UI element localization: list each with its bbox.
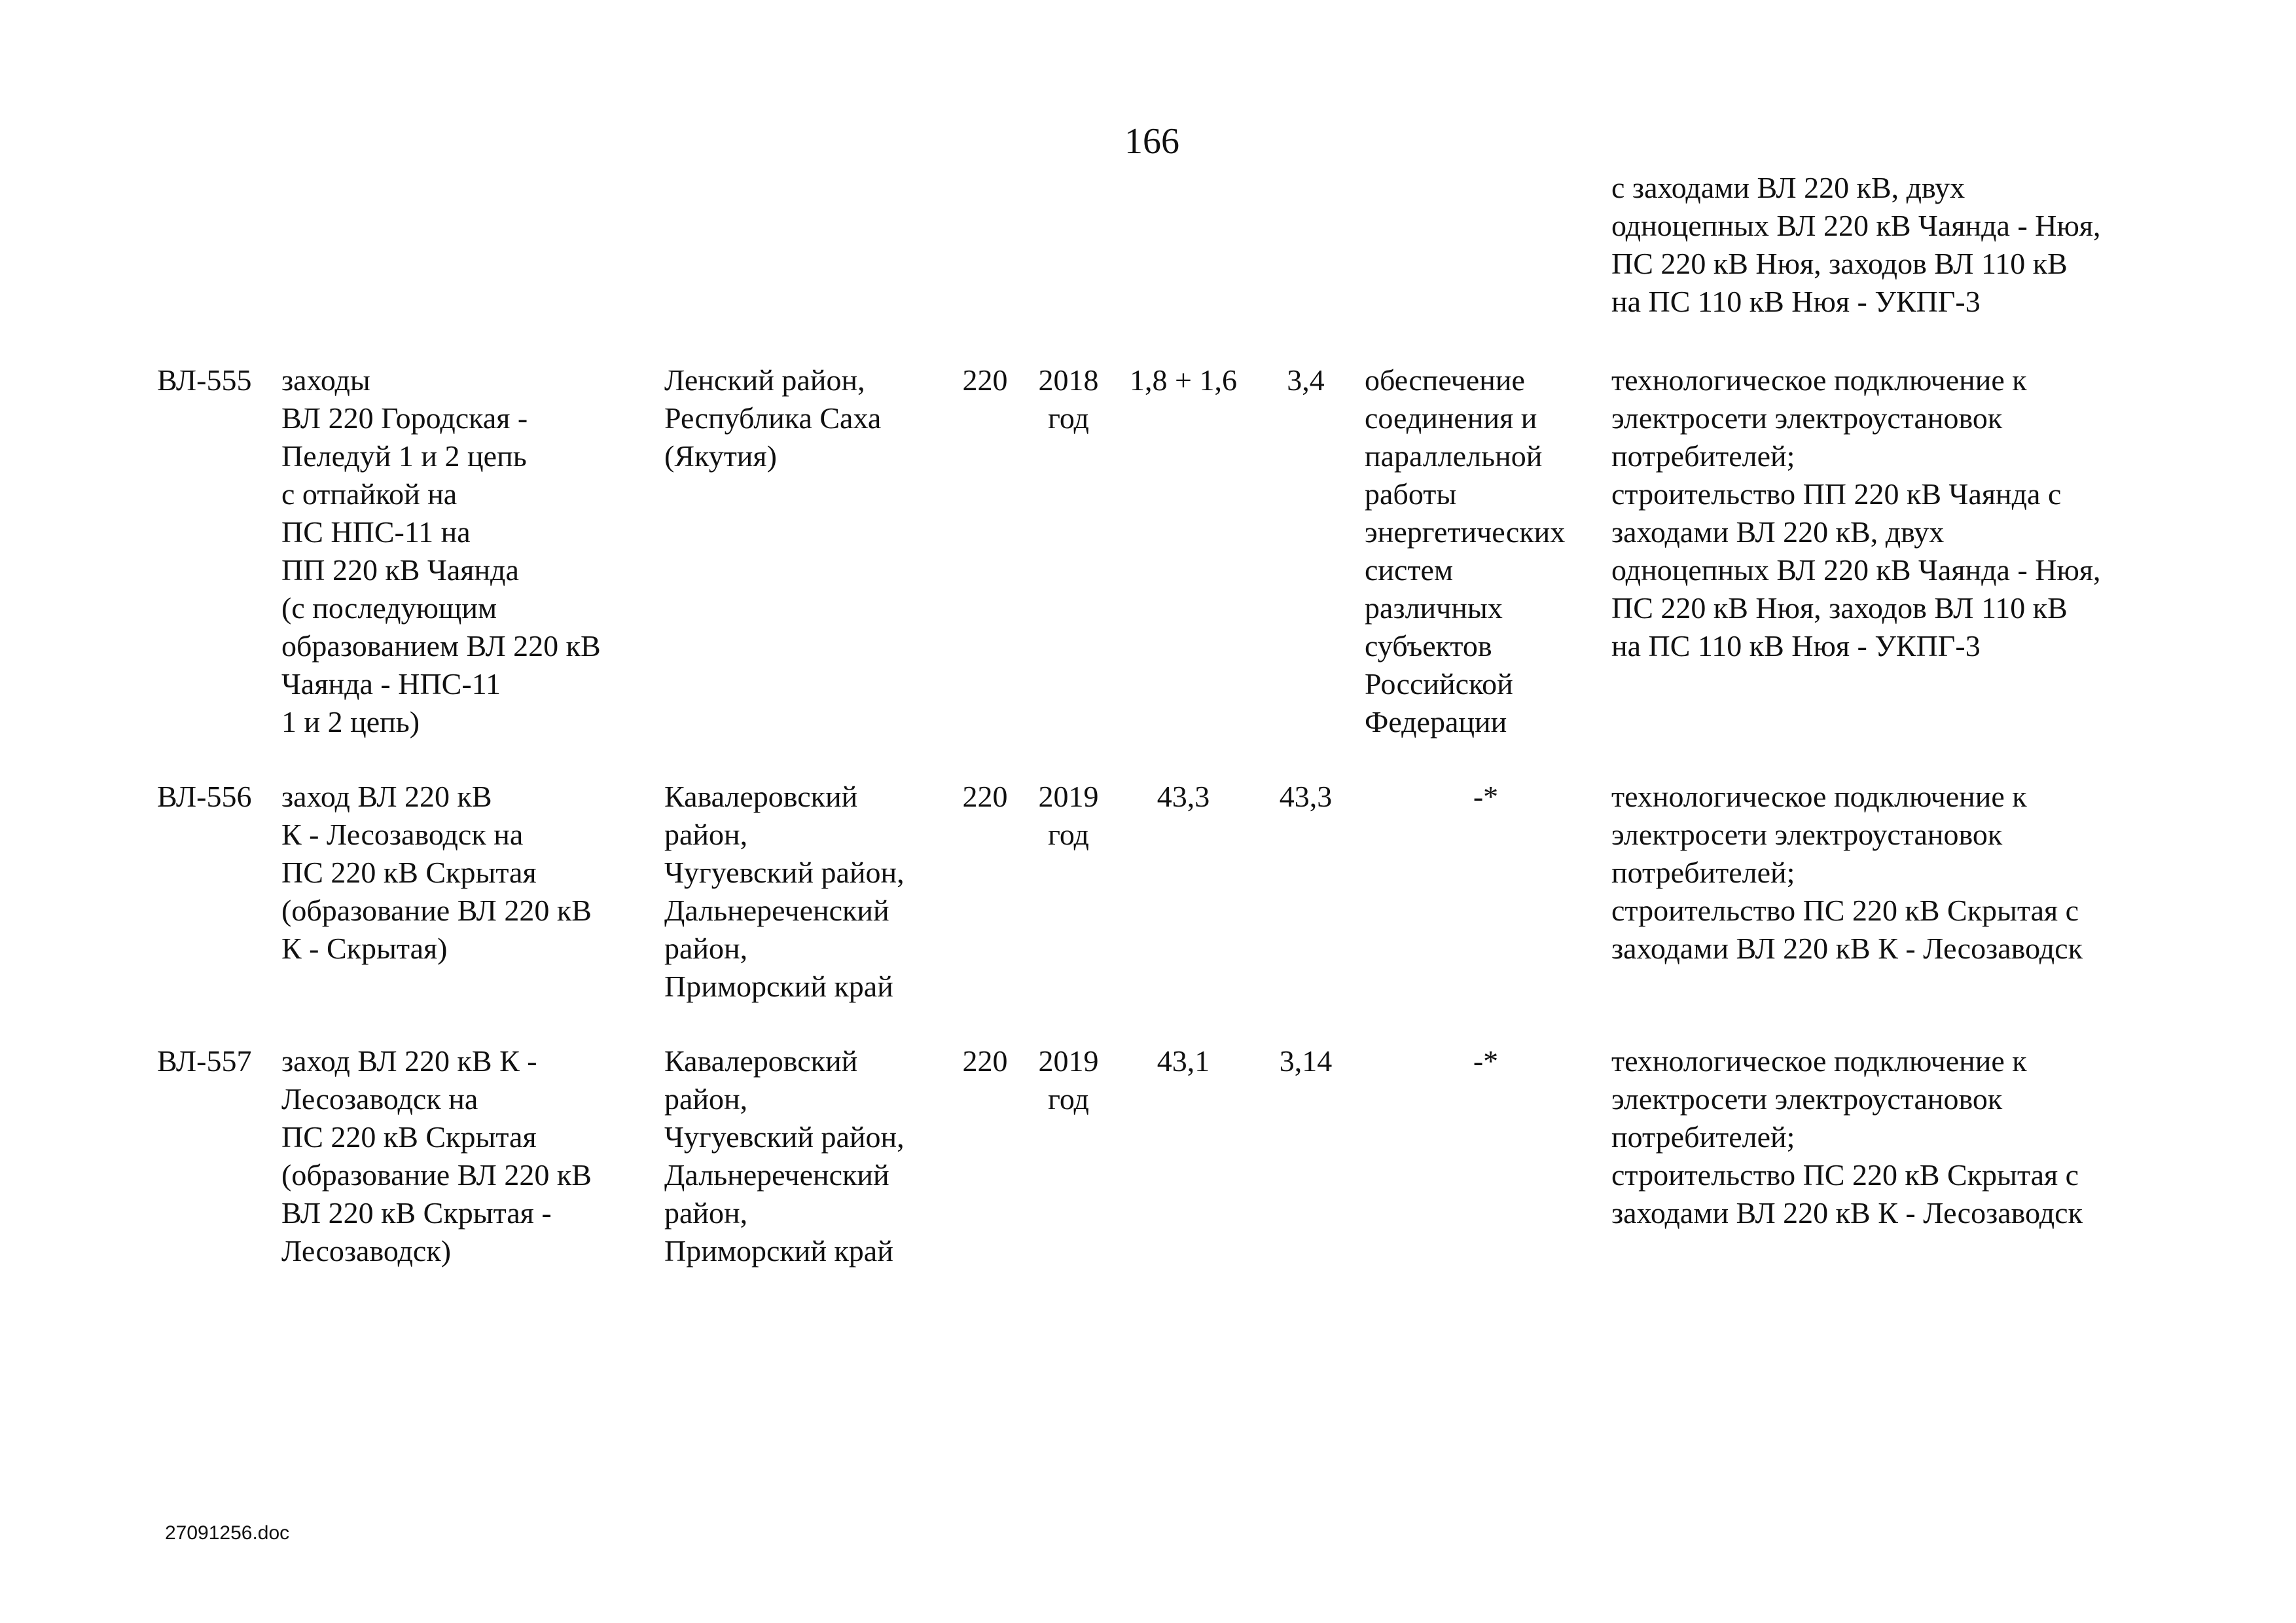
line-total: 3,14 (1279, 1044, 1333, 1078)
continuation-text: с заходами ВЛ 220 кВ, двух одноцепных ВЛ 220 кВ Чаянда - Нюя, ПС 220 кВ Нюя, заходов ВЛ 110 кВ на ПС 110 кВ Нюя - УКПГ-3 (1611, 171, 2101, 318)
line-length: 43,1 (1157, 1044, 1210, 1078)
line-voltage: 220 (962, 363, 1008, 397)
page-number: 166 (1124, 121, 1179, 162)
line-note: технологическое подключение к электросети электроустановок потребителей; строительство ПС 220 кВ Скрытая с заходами ВЛ 220 кВ К - Лесозаводск (1611, 1044, 2083, 1230)
line-name: заход ВЛ 220 кВ К - Лесозаводск на ПС 220 кВ Скрытая (образование ВЛ 220 кВ К - Скрытая) (281, 780, 592, 965)
line-total: 43,3 (1279, 780, 1333, 813)
line-purpose: -* (1473, 780, 1499, 813)
line-id: ВЛ-557 (157, 1044, 252, 1078)
footer-doc-code: 27091256.doc (165, 1522, 290, 1544)
line-length: 1,8 + 1,6 (1130, 363, 1237, 397)
line-year: 2018 год (1038, 363, 1099, 435)
line-region: Кавалеровский район, Чугуевский район, Дальнереченский район, Приморский край (664, 1044, 905, 1267)
line-voltage: 220 (962, 780, 1008, 813)
line-region: Ленский район, Республика Саха (Якутия) (664, 363, 882, 473)
line-id: ВЛ-555 (157, 363, 252, 397)
line-voltage: 220 (962, 1044, 1008, 1078)
line-purpose: -* (1473, 1044, 1499, 1078)
line-region: Кавалеровский район, Чугуевский район, Дальнереченский район, Приморский край (664, 780, 905, 1003)
line-year: 2019 год (1038, 1044, 1099, 1116)
line-purpose: обеспечение соединения и параллельной работы энергетических систем различных субъектов Российской Федерации (1365, 363, 1566, 739)
line-name: заходы ВЛ 220 Городская - Пеледуй 1 и 2 цепь с отпайкой на ПС НПС-11 на ПП 220 кВ Чаянда (с последующим образованием ВЛ 220 кВ Чаянда - НПС-11 1 и 2 цепь) (281, 363, 601, 739)
line-year: 2019 год (1038, 780, 1099, 851)
line-name: заход ВЛ 220 кВ К - Лесозаводск на ПС 220 кВ Скрытая (образование ВЛ 220 кВ ВЛ 220 кВ Скрытая - Лесозаводск) (281, 1044, 592, 1267)
line-id: ВЛ-556 (157, 780, 252, 813)
line-total: 3,4 (1287, 363, 1325, 397)
line-note: технологическое подключение к электросети электроустановок потребителей; строительство ПС 220 кВ Скрытая с заходами ВЛ 220 кВ К - Лесозаводск (1611, 780, 2083, 965)
line-note: технологическое подключение к электросети электроустановок потребителей; строительство ПП 220 кВ Чаянда с заходами ВЛ 220 кВ, двух одноцепных ВЛ 220 кВ Чаянда - Нюя, ПС 220 кВ Нюя, заходов ВЛ 110 кВ на ПС 110 кВ Нюя - УКПГ-3 (1611, 363, 2101, 663)
line-length: 43,3 (1157, 780, 1210, 813)
